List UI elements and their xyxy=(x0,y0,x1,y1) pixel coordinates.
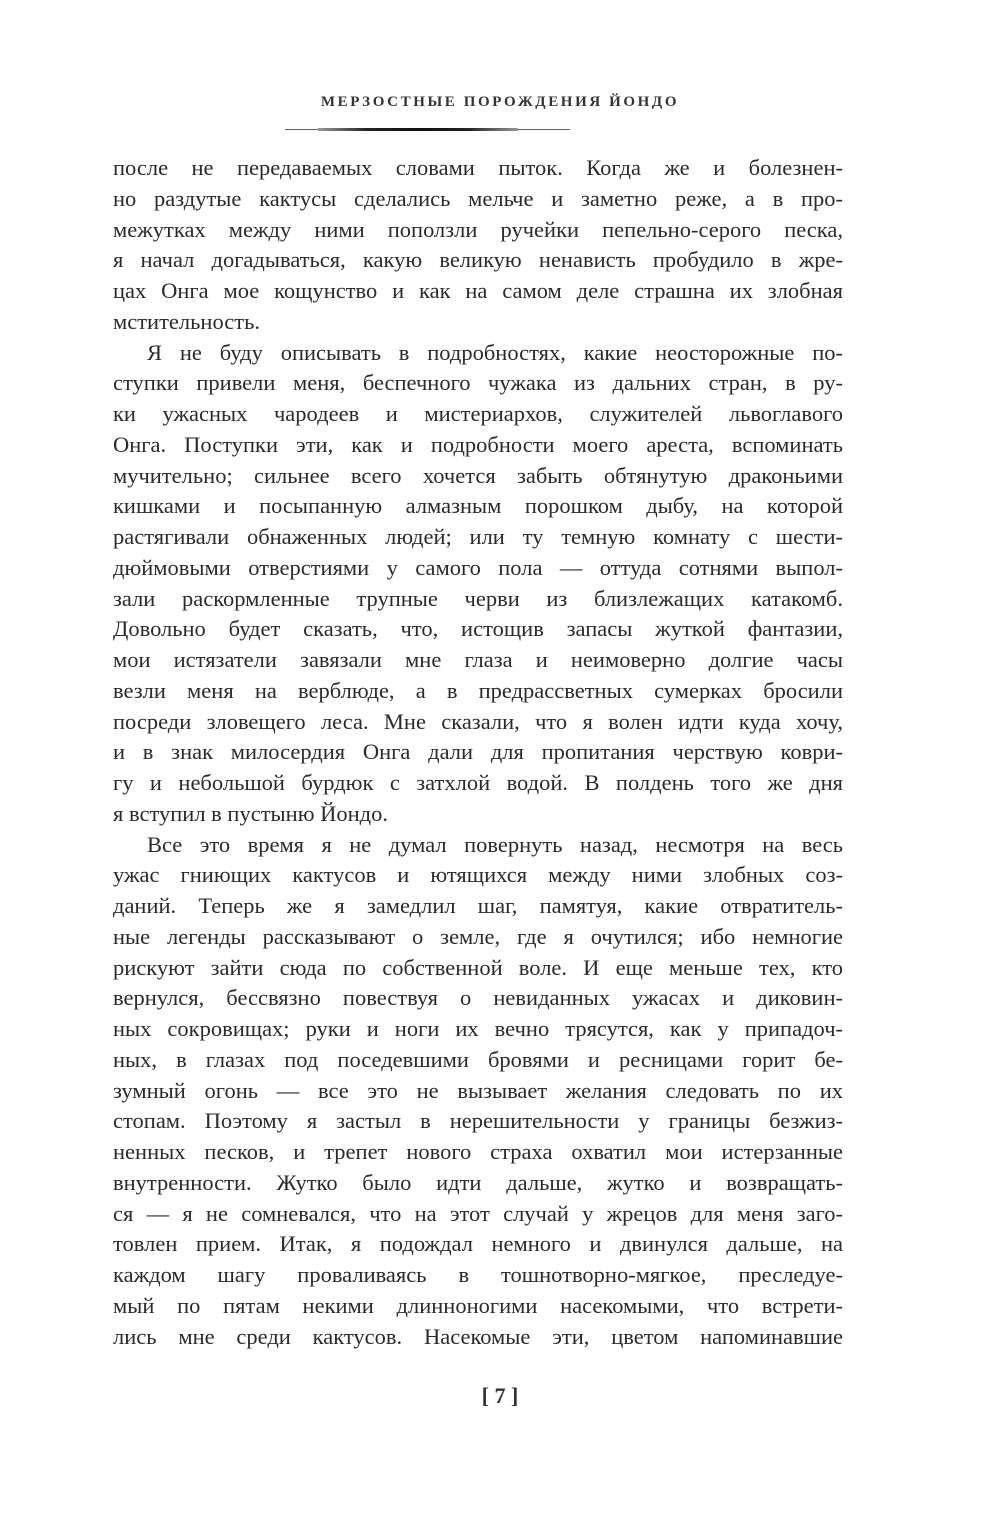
text-line-content: каждом шагу проваливаясь в тошнотворно-мягкое, преследуе- xyxy=(113,1262,843,1287)
text-line xyxy=(113,676,843,707)
text-line-content: мучительно; сильнее всего хочется забыть обтянутую драконьими xyxy=(113,462,843,488)
header-rule-ornament xyxy=(318,128,518,131)
text-line xyxy=(113,707,843,738)
text-line xyxy=(113,1106,843,1137)
text-line-content: мои истязатели завязали мне глаза и неимоверно долгие часы xyxy=(113,647,843,672)
text-line-content: ных, в глазах под поседевшими бровями и ресницами горит бе- xyxy=(113,1046,843,1072)
body-text xyxy=(113,153,843,1352)
text-line xyxy=(113,1199,843,1230)
text-line-content: товлен прием. Итак, я подождал немного и двинулся дальше, на xyxy=(113,1231,843,1257)
text-line-content: ные легенды рассказывают о земле, где я очутился; ибо немногие xyxy=(113,923,843,949)
running-head: МЕРЗОСТНЫЕ ПОРОЖДЕНИЯ ЙОНДО xyxy=(320,94,680,110)
text-line xyxy=(113,491,843,522)
text-line xyxy=(113,184,843,215)
text-line xyxy=(113,1137,843,1168)
text-line-content: внутренности. Жутко было идти дальше, жутко и возвращать- xyxy=(113,1169,843,1195)
text-line xyxy=(113,799,843,830)
text-line-content: Довольно будет сказать, что, истощив запасы жуткой фантазии, xyxy=(113,616,843,642)
text-line xyxy=(113,1168,843,1199)
text-line-content: но раздутые кактусы сделались мельче и заметно реже, а в про- xyxy=(113,185,843,211)
text-line-content: Онга. Поступки эти, как и подробности моего ареста, вспоминать xyxy=(113,431,843,457)
text-line-content: кишками и посыпанную алмазным порошком дыбу, на которой xyxy=(113,493,843,519)
text-line-content: ки ужасных чародеев и мистериархов, служителей львоглавого xyxy=(113,401,843,426)
text-line xyxy=(113,953,843,984)
text-line xyxy=(113,737,843,768)
text-line-content: ся — я не сомневался, что на этот случай у жрецов для меня заго- xyxy=(113,1200,843,1226)
text-line-content: Я не буду описывать в подробностях, какие неосторожные по- xyxy=(147,339,843,365)
text-line xyxy=(113,1260,843,1291)
text-line-content: стопам. Поэтому я застыл в нерешительности у границы безжиз- xyxy=(113,1108,843,1134)
text-line xyxy=(113,1229,843,1260)
text-line xyxy=(113,891,843,922)
text-line-content: зали раскормленные трупные черви из близлежащих катакомб. xyxy=(113,585,843,611)
text-line-content: цах Онга мое кощунство и как на самом деле страшна их злобная xyxy=(113,278,843,303)
text-line-content: я начал догадываться, какую великую ненависть пробудило в жре- xyxy=(113,247,843,273)
text-line-content: даний. Теперь же я замедлил шаг, памятуя, какие отвратитель- xyxy=(113,893,843,918)
text-line-content: я вступил в пустыню Йондо. xyxy=(113,800,388,826)
text-line xyxy=(113,922,843,953)
text-line-content: гу и небольшой бурдюк с затхлой водой. В полдень того же дня xyxy=(113,770,843,795)
text-line xyxy=(113,338,843,369)
text-line xyxy=(113,215,843,246)
text-line xyxy=(113,553,843,584)
text-line xyxy=(113,245,843,276)
text-line xyxy=(113,461,843,492)
text-line xyxy=(113,307,843,338)
text-line-content: дюймовыми отверстиями у самого пола — оттуда сотнями выпол- xyxy=(113,554,843,580)
text-line xyxy=(113,1076,843,1107)
text-line-content: после не передаваемых словами пыток. Когда же и болезнен- xyxy=(113,155,843,180)
text-line xyxy=(113,645,843,676)
text-line-content: мый по пятам некими длинноногими насекомыми, что встрети- xyxy=(113,1292,843,1318)
text-line xyxy=(113,368,843,399)
text-line xyxy=(113,860,843,891)
text-line xyxy=(113,1045,843,1076)
text-line-content: ступки привели меня, беспечного чужака из дальних стран, в ру- xyxy=(113,370,843,396)
text-line xyxy=(113,830,843,861)
text-line-content: посреди зловещего леса. Мне сказали, что я волен идти куда хочу, xyxy=(113,708,843,734)
text-line xyxy=(113,399,843,430)
text-line xyxy=(113,1291,843,1322)
text-line xyxy=(113,1014,843,1045)
text-line-content: межутках между ними поползли ручейки пепельно-серого песка, xyxy=(113,216,843,242)
text-line xyxy=(113,614,843,645)
text-line xyxy=(113,276,843,307)
text-line xyxy=(113,983,843,1014)
text-line-content: лись мне среди кактусов. Насекомые эти, цветом напоминавшие xyxy=(113,1323,843,1349)
text-line-content: и в знак милосердия Онга дали для пропитания черствую коври- xyxy=(113,739,843,765)
text-line-content: зумный огонь — все это не вызывает желания следовать по их xyxy=(113,1077,843,1103)
text-line xyxy=(113,768,843,799)
page-number: [ 7 ] xyxy=(481,1383,519,1408)
text-line xyxy=(113,584,843,615)
text-line-content: вернулся, бессвязно повествуя о невиданных ужасах и диковин- xyxy=(113,985,843,1011)
text-line-content: рискуют зайти сюда по собственной воле. И еще меньше тех, кто xyxy=(113,954,843,980)
text-line xyxy=(113,522,843,553)
text-line-content: Все это время я не думал повернуть назад, несмотря на весь xyxy=(147,831,843,857)
text-line xyxy=(113,430,843,461)
text-line-content: мстительность. xyxy=(113,308,260,334)
text-line xyxy=(113,1322,843,1353)
text-line-content: ных сокровищах; руки и ноги их вечно трясутся, как у припадоч- xyxy=(113,1016,843,1041)
text-line-content: везли меня на верблюде, а в предрассветных сумерках бросили xyxy=(113,677,843,703)
text-line xyxy=(113,153,843,184)
text-line-content: ужас гниющих кактусов и ютящихся между ними злобных соз- xyxy=(113,862,843,888)
text-line-content: ненных песков, и трепет нового страха охватил мои истерзанные xyxy=(113,1139,843,1164)
text-line-content: растягивали обнаженных людей; или ту темную комнату с шести- xyxy=(113,524,843,549)
